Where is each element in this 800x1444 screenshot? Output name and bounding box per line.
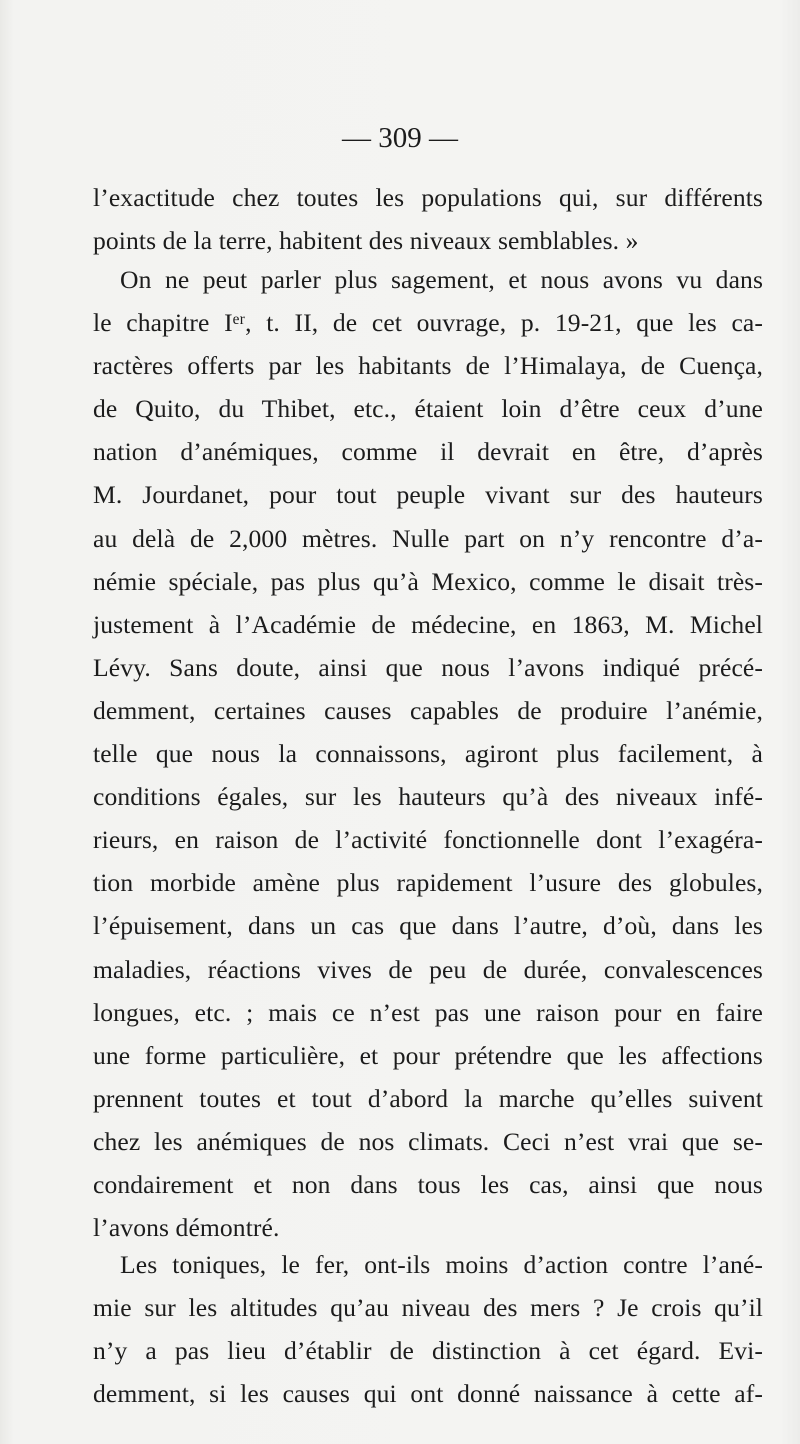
text-line: Les toniques, le fer, ont-ils moins d’action contre l’ané- — [120, 1250, 763, 1279]
paragraph — [93, 258, 763, 1249]
text-line: némie spéciale, pas plus qu’à Mexico, comme le disait très- — [93, 566, 763, 596]
text-line: rieurs, en raison de l’activité fonctionnelle dont l’exagéra- — [93, 825, 763, 855]
paragraph-continuation — [93, 176, 763, 262]
text-line: telle que nous la connaissons, agiront plus facilement, à — [93, 739, 763, 769]
text-line: maladies, réactions vives de peu de durée, convalescences — [93, 954, 763, 984]
text-line: tion morbide amène plus rapidement l’usure des globules, — [93, 868, 763, 898]
text-line: conditions égales, sur les hauteurs qu’à des niveaux infé- — [93, 782, 763, 812]
text-line: justement à l’Académie de médecine, en 1863, M. Michel — [93, 609, 763, 639]
text-line: l’avons démontré. — [93, 1213, 280, 1243]
text-line: l’exactitude chez toutes les populations qui, sur différents — [93, 183, 763, 212]
text-line: points de la terre, habitent des niveaux semblables. » — [93, 226, 639, 256]
text-line: de Quito, du Thibet, etc., étaient loin d’être ceux d’une — [93, 394, 763, 424]
text-line: Lévy. Sans doute, ainsi que nous l’avons indiqué précé- — [93, 652, 763, 682]
text-line: l’épuisement, dans un cas que dans l’autre, d’où, dans les — [93, 911, 763, 941]
text-line: mie sur les altitudes qu’au niveau des mers ? Je crois qu’il — [93, 1293, 763, 1323]
text-line: n’y a pas lieu d’établir de distinction à cet égard. Evi- — [93, 1336, 763, 1366]
text-line: condairement et non dans tous les cas, ainsi que nous — [93, 1169, 763, 1199]
text-line: le chapitre Iᵉʳ, t. II, de cet ouvrage, p. 19-21, que les ca- — [93, 308, 763, 338]
page-number: — 309 — — [342, 122, 458, 154]
paragraph — [93, 1243, 763, 1415]
text-line: demment, certaines causes capables de produire l’anémie, — [93, 695, 763, 725]
text-line: ractères offerts par les habitants de l’Himalaya, de Cuença, — [93, 351, 763, 381]
text-line: au delà de 2,000 mètres. Nulle part on n’y rencontre d’a- — [93, 523, 763, 553]
text-line: M. Jourdanet, pour tout peuple vivant sur des hauteurs — [93, 480, 763, 510]
text-line: longues, etc. ; mais ce n’est pas une raison pour en faire — [93, 997, 763, 1027]
text-line: On ne peut parler plus sagement, et nous avons vu dans — [120, 265, 763, 294]
text-line: prennent toutes et tout d’abord la marche qu’elles suivent — [93, 1083, 763, 1113]
text-line: une forme particulière, et pour prétendre que les affections — [93, 1040, 763, 1070]
text-line: nation d’anémiques, comme il devrait en être, d’après — [93, 437, 763, 467]
text-line: demment, si les causes qui ont donné naissance à cette af- — [93, 1379, 763, 1409]
text-line: chez les anémiques de nos climats. Ceci n’est vrai que se- — [93, 1126, 763, 1156]
